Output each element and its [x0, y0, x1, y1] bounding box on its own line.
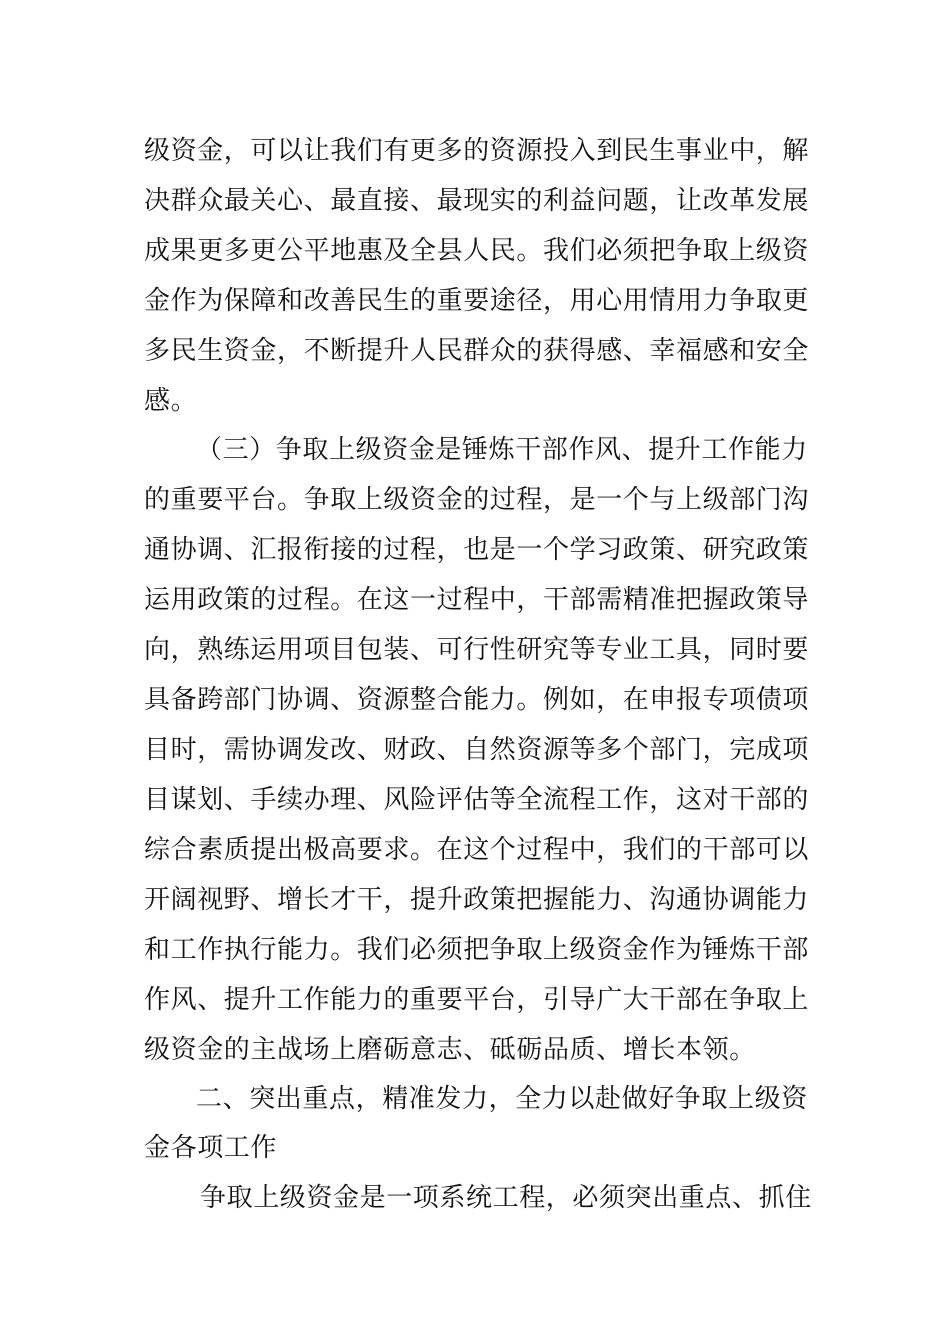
paragraph-line: 成果更多更公平地惠及全县人民。我们必须把争取上级资 — [144, 236, 810, 266]
section-heading-line: 金各项工作 — [144, 1133, 278, 1163]
paragraph-line: 级资金，可以让我们有更多的资源投入到民生事业中，解 — [144, 136, 810, 166]
paragraph-line: 金作为保障和改善民生的重要途径，用心用情用力争取更 — [144, 286, 810, 316]
paragraph-line: 作风、提升工作能力的重要平台，引导广大干部在争取上 — [144, 985, 810, 1015]
paragraph-line: 向，熟练运用项目包装、可行性研究等专业工具，同时要 — [144, 635, 810, 665]
paragraph-line: 目时，需协调发改、财政、自然资源等多个部门，完成项 — [144, 735, 810, 765]
section-heading-line: 二、突出重点，精准发力，全力以赴做好争取上级资 — [196, 1084, 808, 1114]
paragraph-line: 综合素质提出极高要求。在这个过程中，我们的干部可以 — [144, 835, 810, 865]
section-heading-line: （三）争取上级资金是锤炼干部作风、提升工作能力 — [196, 435, 808, 465]
paragraph-line: 多民生资金，不断提升人民群众的获得感、幸福感和安全 — [144, 336, 810, 366]
paragraph-line: 开阔视野、增长才干，提升政策把握能力、沟通协调能力 — [144, 885, 810, 915]
paragraph-line: 和工作执行能力。我们必须把争取上级资金作为锤炼干部 — [144, 935, 810, 965]
paragraph-line: 争取上级资金是一项系统工程，必须突出重点、抓住 — [200, 1183, 812, 1213]
paragraph-line: 目谋划、手续办理、风险评估等全流程工作，这对干部的 — [144, 785, 810, 815]
paragraph-line: 通协调、汇报衔接的过程，也是一个学习政策、研究政策 — [144, 535, 810, 565]
paragraph-line: 级资金的主战场上磨砺意志、砥砺品质、增长本领。 — [144, 1035, 756, 1065]
paragraph-line: 具备跨部门协调、资源整合能力。例如，在申报专项债项 — [144, 685, 810, 715]
paragraph-line: 的重要平台。争取上级资金的过程，是一个与上级部门沟 — [144, 485, 810, 515]
paragraph-line: 运用政策的过程。在这一过程中，干部需精准把握政策导 — [144, 585, 810, 615]
paragraph-line: 决群众最关心、最直接、最现实的利益问题，让改革发展 — [144, 186, 810, 216]
paragraph-line: 感。 — [144, 386, 198, 416]
